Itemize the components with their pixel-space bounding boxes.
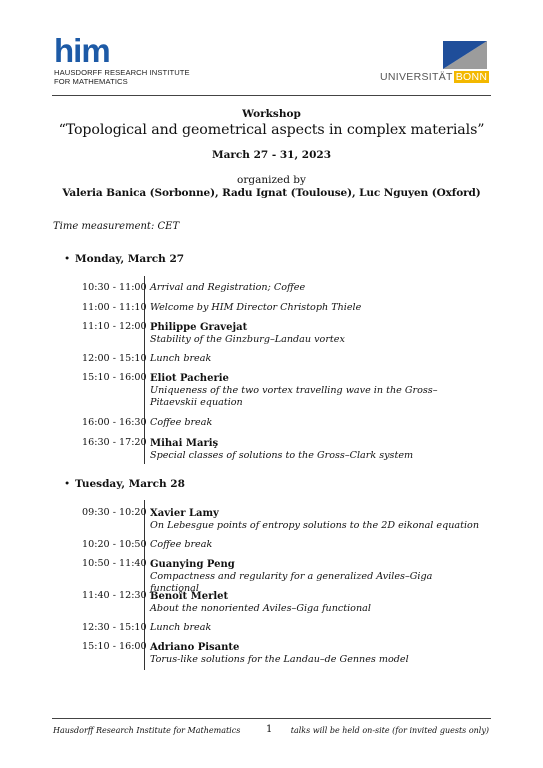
- session-speaker: Philippe Gravejat: [150, 322, 248, 333]
- session-speaker: Eliot Pacherie: [150, 373, 229, 384]
- session-title: Special classes of solutions to the Gross–Clark system: [150, 450, 414, 461]
- organized-by-label: organized by: [237, 174, 306, 186]
- schedule-tuesday: [82, 500, 482, 672]
- session-title: Stability of the Ginzburg–Landau vortex: [150, 334, 345, 345]
- session-speaker: Adriano Pisante: [150, 642, 240, 653]
- session-time: 15:10 - 16:00: [82, 372, 147, 383]
- him-logo-subtitle-2: FOR MATHEMATICS: [54, 77, 128, 86]
- session-speaker: Guanying Peng: [150, 559, 235, 570]
- footer-institute: Hausdorff Research Institute for Mathematics: [53, 726, 241, 735]
- session-time: 11:10 - 12:00: [82, 321, 147, 332]
- session-title: On Lebesgue points of entropy solutions to the 2D eikonal equation: [150, 520, 480, 531]
- bullet-icon: •: [64, 478, 71, 490]
- session-time: 10:30 - 11:00: [82, 282, 147, 293]
- session-time: 11:40 - 12:30: [82, 590, 147, 601]
- him-logo: [54, 32, 190, 86]
- session-speaker: Mihai Mariş: [150, 438, 219, 449]
- session-title: Lunch break: [150, 622, 212, 633]
- session-time: 12:00 - 15:10: [82, 353, 147, 364]
- session-title: Coffee break: [150, 539, 213, 550]
- session-time: 16:30 - 17:20: [82, 437, 147, 448]
- session-time: 12:30 - 15:10: [82, 622, 147, 633]
- header-divider: [52, 95, 491, 96]
- uni-bonn-logo-text-b: BONN: [455, 71, 488, 83]
- session-title: Lunch break: [150, 353, 212, 364]
- session-time: 10:20 - 10:50: [82, 539, 147, 550]
- day-heading-monday: [64, 253, 184, 265]
- uni-bonn-logo-text-a: UNIVERSITÄT: [380, 71, 453, 83]
- him-logo-subtitle-1: HAUSDORFF RESEARCH INSTITUTE: [54, 68, 190, 77]
- bullet-icon: •: [64, 253, 71, 265]
- uni-bonn-logo-text: [380, 71, 489, 84]
- uni-bonn-logo-graphic: [443, 41, 487, 69]
- session-time: 15:10 - 16:00: [82, 641, 147, 652]
- session-speaker: Benoît Merlet: [150, 591, 229, 602]
- session-title: Torus-like solutions for the Landau–de Gennes model: [150, 654, 409, 665]
- session-title: Welcome by HIM Director Christoph Thiele: [150, 302, 362, 313]
- workshop-label: Workshop: [242, 108, 301, 120]
- day-label: Monday, March 27: [75, 253, 185, 265]
- session-speaker: Xavier Lamy: [150, 508, 219, 519]
- session-title: Uniqueness of the two vortex travelling wave in the Gross–Pitaevskii equation: [150, 385, 438, 408]
- day-label: Tuesday, March 28: [75, 478, 185, 490]
- him-logo-wordmark: him: [54, 32, 110, 69]
- page-number: 1: [266, 724, 273, 735]
- time-measurement-note: Time measurement: CET: [53, 221, 180, 232]
- session-time: 16:00 - 16:30: [82, 417, 147, 428]
- session-title: About the nonoriented Aviles–Giga functional: [150, 603, 371, 614]
- footer-note: talks will be held on-site (for invited guests only): [290, 726, 489, 735]
- session-time: 09:30 - 10:20: [82, 507, 147, 518]
- organizers: Valeria Banica (Sorbonne), Radu Ignat (Toulouse), Luc Nguyen (Oxford): [62, 187, 481, 199]
- uni-bonn-logo: [376, 41, 491, 85]
- session-time: 10:50 - 11:40: [82, 558, 147, 569]
- session-title: Coffee break: [150, 417, 213, 428]
- footer-divider: [52, 718, 491, 719]
- session-title: Arrival and Registration; Coffee: [150, 282, 306, 293]
- session-title: Compactness and regularity for a generalized Aviles–Giga functional: [150, 571, 433, 594]
- schedule-monday: [82, 276, 482, 466]
- workshop-title: “Topological and geometrical aspects in complex materials”: [58, 122, 485, 138]
- session-time: 11:00 - 11:10: [82, 302, 147, 313]
- day-heading-tuesday: [64, 478, 185, 490]
- workshop-dates: March 27 - 31, 2023: [211, 149, 332, 161]
